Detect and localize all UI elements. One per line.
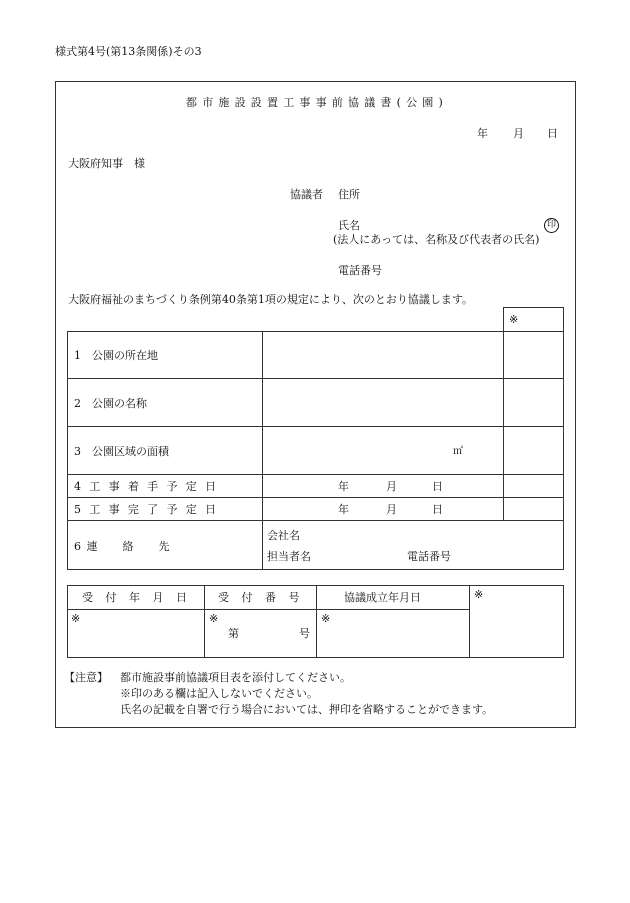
start-year: 年: [338, 480, 349, 493]
note-item: 氏名の記載を自署で行う場合においては、押印を省略することができます。: [120, 703, 494, 716]
area-unit: ㎡: [453, 446, 463, 457]
company-label: 会社名: [267, 529, 300, 542]
row-end-label: 5 工 事 完 了 予 定 日: [74, 503, 219, 516]
notes-heading: 【注意】: [64, 671, 108, 684]
intro-text: 大阪府福祉のまちづくり条例第40条第1項の規定により、次のとおり協議します。: [68, 293, 474, 306]
agreed-date-header: 協議成立年月日: [344, 591, 421, 604]
applicant-role: 協議者: [290, 188, 323, 201]
end-month: 月: [386, 503, 397, 516]
form-title: 都市施設設置工事事前協議書(公園): [186, 96, 448, 109]
person-label: 担当者名: [267, 550, 311, 563]
row-contact-label: 6 連 絡 先: [74, 540, 171, 553]
end-day: 日: [432, 503, 443, 516]
seal-icon: 印: [544, 218, 559, 233]
form-id: 様式第4号(第13条関係)その3: [55, 45, 202, 58]
name-label: 氏名: [338, 219, 360, 232]
row-name-label: 2 公園の名称: [74, 397, 147, 410]
address-label: 住所: [338, 188, 360, 201]
office-mark-3: ※: [321, 612, 331, 625]
phone-label: 電話番号: [338, 264, 382, 277]
received-number-header: 受 付 番 号: [218, 591, 304, 604]
number-prefix: 第: [228, 627, 239, 640]
office-mark-1: ※: [71, 612, 81, 625]
note-item: 都市施設事前協議項目表を添付してください。: [120, 671, 351, 684]
note-item: ※印のある欄は記入しないでください。: [120, 687, 318, 700]
row-location-label: 1 公園の所在地: [74, 349, 158, 362]
date-day: 日: [547, 127, 558, 140]
start-day: 日: [432, 480, 443, 493]
number-suffix: 号: [299, 627, 310, 640]
office-mark-4: ※: [474, 588, 484, 601]
end-year: 年: [338, 503, 349, 516]
date-month: 月: [513, 127, 524, 140]
row-start-label: 4 工 事 着 手 予 定 日: [74, 480, 219, 493]
addressee: 大阪府知事 様: [68, 157, 145, 170]
office-use-mark: ※: [509, 313, 519, 326]
name-note: (法人にあっては、名称及び代表者の氏名): [333, 233, 540, 246]
office-mark-2: ※: [209, 612, 219, 625]
contact-phone-label: 電話番号: [407, 550, 451, 563]
date-year: 年: [477, 127, 488, 140]
row-area-label: 3 公園区域の面積: [74, 445, 169, 458]
received-date-header: 受 付 年 月 日: [82, 591, 192, 604]
start-month: 月: [386, 480, 397, 493]
